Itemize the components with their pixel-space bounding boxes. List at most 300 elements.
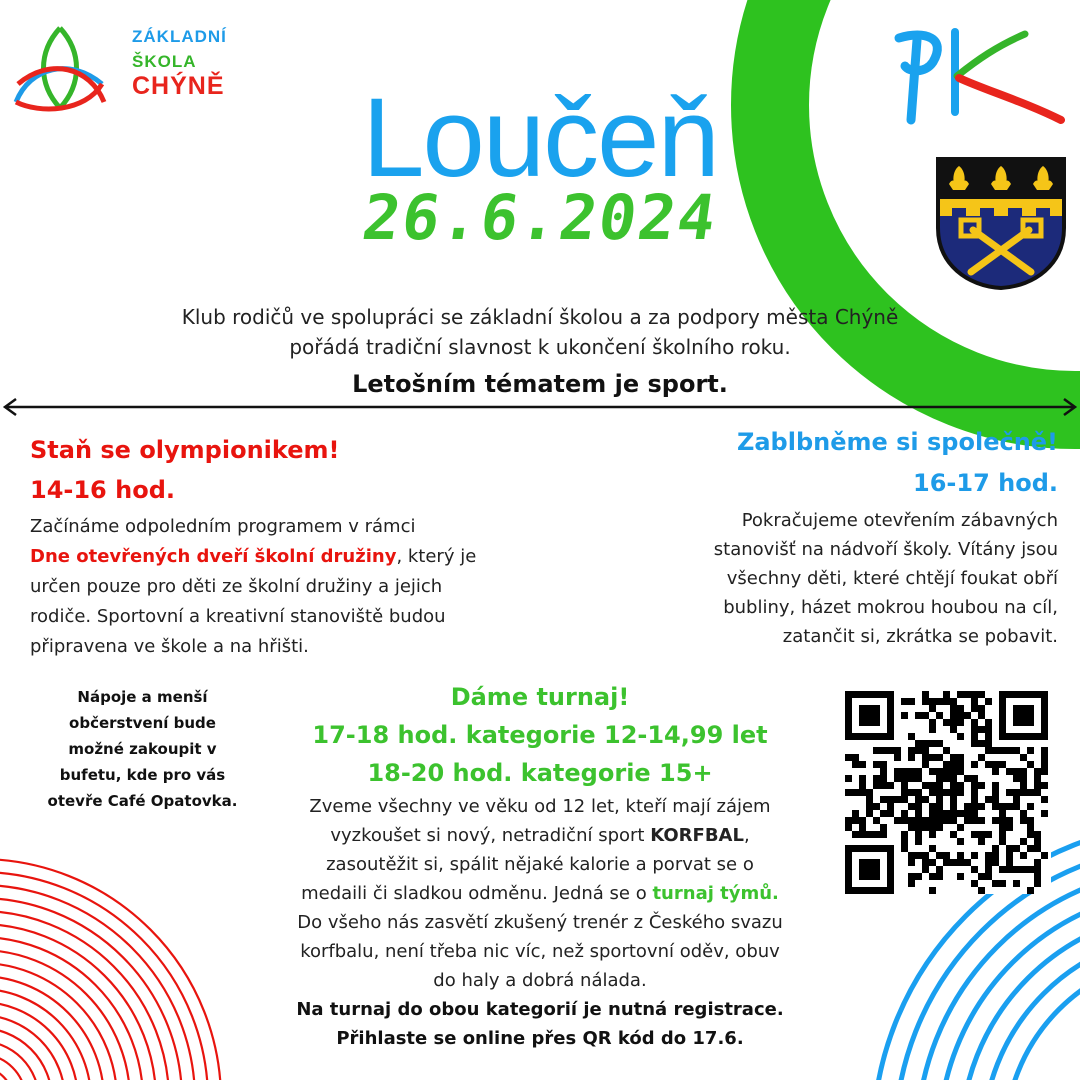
qr-module: [985, 873, 992, 880]
qr-module: [1020, 768, 1027, 775]
qr-module: [999, 831, 1006, 838]
qr-module: [936, 873, 943, 880]
qr-module: [929, 768, 936, 775]
qr-module: [901, 831, 908, 838]
text-line: rodiče. Sportovní a kreativní stanoviště budou: [30, 606, 446, 627]
qr-module: [999, 817, 1006, 824]
qr-module: [922, 691, 929, 698]
qr-module: [971, 782, 978, 789]
qr-module: [908, 852, 915, 859]
qr-module: [901, 768, 908, 775]
qr-module: [971, 817, 978, 824]
qr-module: [901, 789, 908, 796]
event-title: Loučeň: [362, 75, 718, 200]
qr-module: [1006, 866, 1013, 873]
qr-module: [915, 873, 922, 880]
qr-module: [922, 796, 929, 803]
text-line: [255, 821, 825, 850]
qr-module: [887, 782, 894, 789]
text-line: Začínáme odpoledním programem v rámci: [30, 516, 416, 537]
qr-module: [922, 824, 929, 831]
qr-module: [1041, 810, 1048, 817]
qr-module: [999, 810, 1006, 817]
qr-module: [992, 859, 999, 866]
qr-module: [999, 761, 1006, 768]
qr-module: [978, 712, 985, 719]
qr-module: [971, 831, 978, 838]
qr-module: [936, 824, 943, 831]
text-line: Zveme všechny ve věku od 12 let, kteří mají zájem: [309, 796, 771, 817]
qr-module: [915, 712, 922, 719]
qr-module: [1027, 761, 1034, 768]
qr-module: [957, 838, 964, 845]
text-line: Pokračujeme otevřením zábavných: [741, 510, 1058, 531]
qr-module: [999, 824, 1006, 831]
team-tournament-highlight: turnaj týmů.: [652, 883, 779, 904]
qr-module: [887, 747, 894, 754]
red-ring: [0, 1002, 78, 1080]
qr-module: [957, 761, 964, 768]
qr-module: [978, 887, 985, 894]
qr-module: [908, 873, 915, 880]
qr-module: [908, 880, 915, 887]
qr-module: [978, 817, 985, 824]
qr-module: [957, 789, 964, 796]
text-span: vyzkoušet si nový, netradiční sport: [330, 825, 651, 846]
text-line: určen pouze pro děti ze školní družiny a jejich: [30, 576, 443, 597]
qr-module: [1034, 873, 1041, 880]
qr-module: [950, 796, 957, 803]
qr-module: [950, 831, 957, 838]
qr-module: [936, 866, 943, 873]
qr-module: [1041, 761, 1048, 768]
qr-module: [1034, 866, 1041, 873]
qr-module: [957, 705, 964, 712]
qr-module: [852, 831, 859, 838]
qr-module: [992, 880, 999, 887]
qr-module: [1020, 754, 1027, 761]
qr-module: [985, 719, 992, 726]
qr-module: [1041, 747, 1048, 754]
text-line: otevře Café Opatovka.: [47, 792, 238, 810]
intro-text: [60, 302, 1020, 362]
qr-module: [985, 831, 992, 838]
qr-module: [943, 859, 950, 866]
qr-module: [950, 817, 957, 824]
qr-module: [1041, 754, 1048, 761]
school-name-line2: ŠKOLA: [132, 52, 197, 71]
qr-module: [908, 803, 915, 810]
qr-module: [1006, 768, 1013, 775]
intro-line: Klub rodičů ve spolupráci se základní školou a za podpory města Chýně: [181, 305, 899, 329]
qr-module: [936, 698, 943, 705]
qr-module: [873, 747, 880, 754]
qr-module: [852, 817, 859, 824]
bubbles-time: 16-17 hod.: [913, 469, 1058, 497]
qr-module: [887, 810, 894, 817]
qr-module: [922, 712, 929, 719]
qr-module: [1034, 859, 1041, 866]
qr-module: [1020, 810, 1027, 817]
qr-module: [985, 740, 992, 747]
qr-module: [971, 705, 978, 712]
qr-module: [880, 775, 887, 782]
qr-module: [999, 747, 1006, 754]
olympic-text: [30, 512, 550, 662]
qr-module: [950, 782, 957, 789]
qr-module: [901, 810, 908, 817]
qr-module: [852, 761, 859, 768]
olympic-section: [30, 432, 550, 662]
qr-module: [1013, 803, 1020, 810]
qr-module: [992, 796, 999, 803]
qr-module: [992, 845, 999, 852]
olympic-time: 14-16 hod.: [30, 476, 175, 504]
qr-module: [880, 810, 887, 817]
text-span: medaili či sladkou odměnu. Jedná se o: [301, 883, 653, 904]
qr-module: [936, 796, 943, 803]
bubbles-section: [538, 424, 1058, 651]
qr-module: [971, 691, 978, 698]
qr-module: [957, 754, 964, 761]
qr-module: [929, 824, 936, 831]
qr-module: [859, 789, 866, 796]
qr-module: [1006, 852, 1013, 859]
qr-module: [971, 775, 978, 782]
qr-module: [887, 803, 894, 810]
qr-module: [978, 726, 985, 733]
qr-module: [971, 810, 978, 817]
qr-module: [880, 831, 887, 838]
qr-module: [1041, 768, 1048, 775]
qr-module: [992, 768, 999, 775]
qr-module: [1020, 775, 1027, 782]
qr-module: [1041, 796, 1048, 803]
qr-module: [971, 698, 978, 705]
qr-module: [866, 789, 873, 796]
qr-module: [957, 824, 964, 831]
qr-module: [950, 705, 957, 712]
red-ring: [0, 1015, 65, 1080]
registration-deadline: Přihlaste se online přes QR kód do 17.6.: [336, 1028, 744, 1049]
qr-module: [957, 733, 964, 740]
qr-module: [971, 866, 978, 873]
qr-module: [915, 768, 922, 775]
red-ring: [0, 1028, 52, 1080]
qr-module: [950, 775, 957, 782]
qr-module: [873, 782, 880, 789]
text-line: Do všeho nás zasvětí zkušený trenér z Českého svazu: [297, 912, 783, 933]
qr-module: [845, 789, 852, 796]
qr-module: [922, 761, 929, 768]
qr-module: [873, 817, 880, 824]
text-line: možné zakoupit v: [68, 740, 217, 758]
qr-module: [1027, 824, 1034, 831]
school-name-line1: ZÁKLADNÍ: [132, 27, 227, 46]
qr-module: [915, 796, 922, 803]
qr-module: [922, 754, 929, 761]
qr-module: [880, 768, 887, 775]
qr-module: [978, 873, 985, 880]
qr-module: [908, 733, 915, 740]
qr-module: [1020, 789, 1027, 796]
qr-module: [873, 831, 880, 838]
qr-module: [971, 733, 978, 740]
qr-module: [901, 796, 908, 803]
qr-module: [929, 740, 936, 747]
qr-module: [873, 775, 880, 782]
qr-module: [1006, 789, 1013, 796]
qr-module: [1013, 775, 1020, 782]
qr-module: [936, 712, 943, 719]
qr-module: [915, 747, 922, 754]
qr-module: [957, 859, 964, 866]
qr-module: [901, 782, 908, 789]
qr-module: [915, 789, 922, 796]
qr-module: [957, 873, 964, 880]
qr-module: [971, 719, 978, 726]
qr-module: [1013, 747, 1020, 754]
qr-module: [1041, 782, 1048, 789]
qr-module: [915, 775, 922, 782]
qr-module: [971, 726, 978, 733]
qr-module: [908, 775, 915, 782]
qr-module: [1006, 803, 1013, 810]
qr-module: [901, 712, 908, 719]
qr-module: [971, 761, 978, 768]
blue-ring: [939, 889, 1080, 1080]
qr-module: [866, 803, 873, 810]
qr-module: [922, 698, 929, 705]
qr-module: [922, 852, 929, 859]
korfbal-highlight: KORFBAL: [650, 825, 744, 846]
tournament-section: [255, 678, 825, 1053]
qr-module: [936, 775, 943, 782]
text-line: [255, 879, 825, 908]
red-ring: [0, 1041, 39, 1080]
qr-module: [1034, 831, 1041, 838]
qr-module: [978, 691, 985, 698]
qr-module: [901, 775, 908, 782]
qr-module: [999, 803, 1006, 810]
qr-module: [943, 775, 950, 782]
open-day-highlight: Dne otevřených dveří školní družiny: [30, 546, 397, 567]
qr-module: [1013, 768, 1020, 775]
qr-module: [1027, 866, 1034, 873]
qr-module: [873, 761, 880, 768]
qr-module: [866, 810, 873, 817]
qr-module: [922, 740, 929, 747]
qr-module: [950, 726, 957, 733]
qr-module: [1006, 817, 1013, 824]
qr-module: [908, 747, 915, 754]
qr-module: [880, 782, 887, 789]
bubbles-heading: Zablbněme si společně!: [736, 428, 1058, 456]
text-line: bufetu, kde pro vás: [59, 766, 226, 784]
text-line: [30, 542, 550, 572]
qr-finder: [845, 691, 894, 740]
qr-module: [908, 824, 915, 831]
qr-module: [950, 803, 957, 810]
text-line: stanovišť na nádvoří školy. Vítány jsou: [713, 539, 1058, 560]
qr-module: [950, 768, 957, 775]
school-name-line3: CHÝNĚ: [132, 72, 225, 100]
qr-module: [950, 810, 957, 817]
event-date: 26.6.2024: [357, 181, 723, 254]
qr-module: [985, 761, 992, 768]
qr-module: [943, 719, 950, 726]
qr-module: [978, 705, 985, 712]
qr-module: [929, 810, 936, 817]
qr-module: [936, 789, 943, 796]
qr-module: [943, 852, 950, 859]
qr-module: [929, 859, 936, 866]
qr-module: [978, 838, 985, 845]
qr-module: [1020, 866, 1027, 873]
text-line: bubliny, házet mokrou houbou na cíl,: [723, 597, 1058, 618]
qr-module: [999, 838, 1006, 845]
qr-module: [929, 705, 936, 712]
qr-module: [1034, 845, 1041, 852]
qr-module: [985, 866, 992, 873]
qr-module: [894, 754, 901, 761]
qr-module: [915, 831, 922, 838]
qr-module: [957, 719, 964, 726]
qr-module: [943, 817, 950, 824]
qr-module: [1034, 775, 1041, 782]
qr-module: [992, 761, 999, 768]
qr-module: [908, 754, 915, 761]
qr-module: [901, 838, 908, 845]
red-ring: [0, 898, 182, 1080]
qr-module: [992, 747, 999, 754]
theme-heading: Letošním tématem je sport.: [352, 370, 728, 398]
registration-note: Na turnaj do obou kategorií je nutná registrace.: [296, 999, 784, 1020]
qr-module: [1013, 845, 1020, 852]
qr-module: [852, 789, 859, 796]
qr-finder: [845, 845, 894, 894]
qr-module: [1034, 782, 1041, 789]
red-ring: [0, 911, 169, 1080]
qr-module: [915, 810, 922, 817]
qr-module: [985, 852, 992, 859]
qr-module: [936, 740, 943, 747]
qr-module: [950, 719, 957, 726]
qr-module: [964, 712, 971, 719]
qr-module: [936, 852, 943, 859]
qr-module: [985, 859, 992, 866]
registration-qr-code[interactable]: [843, 690, 1051, 894]
qr-module: [1006, 859, 1013, 866]
qr-module: [1027, 817, 1034, 824]
qr-module: [1013, 880, 1020, 887]
qr-module: [950, 712, 957, 719]
red-ring: [0, 1067, 13, 1080]
qr-module: [915, 740, 922, 747]
qr-module: [1006, 824, 1013, 831]
qr-module: [859, 782, 866, 789]
qr-module: [992, 817, 999, 824]
text-line: všechny děti, které chtějí foukat obří: [726, 568, 1058, 589]
qr-module: [943, 810, 950, 817]
qr-module: [964, 817, 971, 824]
qr-module: [1020, 852, 1027, 859]
qr-module: [922, 747, 929, 754]
qr-module: [950, 859, 957, 866]
qr-module: [873, 803, 880, 810]
qr-module: [936, 817, 943, 824]
qr-module: [1027, 747, 1034, 754]
tournament-heading: Dáme turnaj!: [450, 683, 630, 711]
qr-module: [845, 775, 852, 782]
qr-module: [1027, 831, 1034, 838]
qr-module: [1034, 880, 1041, 887]
qr-module: [985, 733, 992, 740]
tournament-category-1: 17-18 hod. kategorie 12-14,99 let: [312, 721, 768, 749]
qr-module: [992, 789, 999, 796]
qr-module: [1027, 887, 1034, 894]
qr-module: [964, 810, 971, 817]
qr-module: [901, 845, 908, 852]
qr-module: [908, 859, 915, 866]
qr-module: [978, 740, 985, 747]
qr-module: [929, 887, 936, 894]
qr-module: [992, 852, 999, 859]
qr-module: [950, 754, 957, 761]
qr-module: [1013, 789, 1020, 796]
qr-module: [859, 775, 866, 782]
qr-module: [985, 726, 992, 733]
qr-module: [978, 754, 985, 761]
qr-module: [999, 866, 1006, 873]
text-line: zatančit si, zkrátka se pobavit.: [782, 626, 1058, 647]
qr-module: [922, 859, 929, 866]
qr-module: [1013, 866, 1020, 873]
qr-module: [950, 698, 957, 705]
qr-module: [866, 831, 873, 838]
red-ring: [0, 885, 195, 1080]
qr-module: [908, 789, 915, 796]
qr-module: [894, 817, 901, 824]
qr-module: [992, 782, 999, 789]
qr-module: [852, 754, 859, 761]
qr-module: [1006, 845, 1013, 852]
qr-module: [929, 873, 936, 880]
qr-module: [852, 810, 859, 817]
qr-module: [943, 761, 950, 768]
qr-module: [1020, 838, 1027, 845]
qr-module: [1027, 789, 1034, 796]
qr-module: [971, 789, 978, 796]
qr-module: [978, 803, 985, 810]
qr-module: [929, 817, 936, 824]
qr-module: [1034, 768, 1041, 775]
red-rings-decoration: [0, 859, 221, 1080]
bubbles-text: [538, 506, 1058, 651]
qr-module: [1027, 803, 1034, 810]
qr-module: [922, 817, 929, 824]
qr-module: [1013, 796, 1020, 803]
qr-module: [1020, 817, 1027, 824]
qr-module: [915, 803, 922, 810]
qr-module: [943, 698, 950, 705]
qr-module: [964, 859, 971, 866]
text-span: , který je: [396, 546, 477, 567]
qr-module: [999, 880, 1006, 887]
qr-module: [894, 768, 901, 775]
refreshments-note: [30, 684, 255, 814]
qr-module: [866, 796, 873, 803]
